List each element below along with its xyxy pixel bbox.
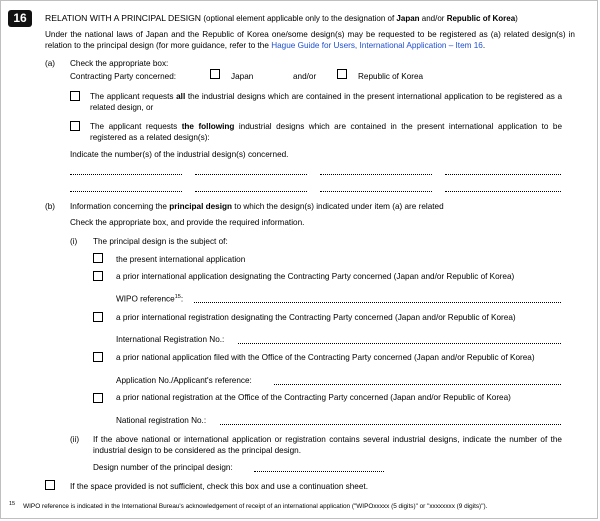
part-b-heading-bold: principal design: [169, 202, 233, 211]
national-registration-no-field[interactable]: [220, 423, 561, 425]
contracting-party-label: Contracting Party concerned:: [70, 72, 177, 81]
intl-registration-no-field[interactable]: [238, 342, 561, 344]
footnote: [9, 501, 487, 510]
design-number-field-6[interactable]: [195, 190, 307, 192]
wipo-reference-field[interactable]: [194, 301, 561, 303]
hague-guide-link[interactable]: Hague Guide for Users, International Application – Item 16: [271, 40, 483, 50]
section-number-badge: 16: [8, 10, 32, 27]
part-b-i-heading: The principal design is the subject of:: [93, 237, 228, 246]
prior-intl-registration-text: a prior international registration designating the Contracting Party concerned (Japan and/or Republic of Korea): [116, 313, 516, 322]
title-note-pre: (optional element applicable only to the designation of: [203, 14, 397, 23]
intro-text: Under the national laws of Japan and the Republic of Korea one/some design(s) may be requested to be registered as (a) related design(s) in relation to the principal design (for more guidance, refer to the: [45, 30, 575, 50]
present-application-checkbox[interactable]: [93, 253, 103, 263]
following-designs-pre: The applicant requests: [90, 122, 182, 131]
section-title: [45, 13, 518, 23]
following-designs-post: industrial designs which are contained in the present international application to be registered as a related design(s):: [90, 122, 563, 142]
japan-label: Japan: [231, 72, 254, 81]
all-designs-bold: all: [176, 92, 186, 101]
title-note-korea: Republic of Korea: [446, 14, 516, 23]
wipo-footnote-ref: 15: [174, 294, 181, 300]
prior-intl-registration-checkbox[interactable]: [93, 312, 103, 322]
wipo-reference-text: WIPO reference: [116, 294, 175, 304]
footnote-text: WIPO reference is indicated in the International Bureau's acknowledgement of receipt of an international application ("WIPOxxxxx (5 digits)" or "xxxxxxxx (9 digits)").: [23, 503, 488, 511]
part-a-marker: (a): [45, 59, 56, 68]
intro-paragraph: [45, 30, 575, 51]
continuation-sheet-checkbox[interactable]: [45, 480, 55, 490]
design-number-field-2[interactable]: [195, 173, 307, 175]
design-number-field-3[interactable]: [320, 173, 432, 175]
all-designs-checkbox[interactable]: [70, 91, 80, 101]
footnote-number: 15: [9, 501, 16, 507]
continuation-sheet-label: If the space provided is not sufficient, check this box and use a continuation sheet.: [70, 482, 368, 491]
andor-label: and/or: [293, 72, 317, 81]
part-b-check-instruction: Check the appropriate box, and provide the required information.: [70, 218, 305, 227]
wipo-reference-colon: :: [180, 294, 184, 304]
indicate-designs-label: Indicate the number(s) of the industrial design(s) concerned.: [70, 150, 289, 159]
following-designs-bold: the following: [181, 122, 235, 131]
part-a-heading: Check the appropriate box:: [70, 59, 169, 68]
applicant-reference-label: Application No./Applicant's reference:: [116, 376, 252, 385]
principal-design-number-label: Design number of the principal design:: [93, 463, 233, 472]
part-b-marker: (b): [45, 202, 56, 211]
section-title-main: RELATION WITH A PRINCIPAL DESIGN: [45, 13, 201, 23]
all-designs-pre: The applicant requests: [90, 92, 177, 101]
national-registration-no-label: National registration No.:: [116, 416, 207, 425]
prior-intl-application-checkbox[interactable]: [93, 271, 103, 281]
prior-national-registration-text: a prior national registration at the Office of the Contracting Party concerned (Japan and/or Republic of Korea): [116, 393, 511, 402]
intl-registration-no-label: International Registration No.:: [116, 335, 225, 344]
korea-checkbox[interactable]: [337, 69, 347, 79]
title-note-japan: Japan: [396, 14, 420, 23]
all-designs-post: the industrial designs which are contained in the present international application to be registered as a related design, or: [90, 92, 563, 112]
wipo-reference-label: [116, 294, 183, 304]
title-note-andor: and/or: [419, 14, 447, 23]
section-title-note: [203, 14, 517, 23]
prior-national-application-checkbox[interactable]: [93, 352, 103, 362]
principal-design-number-field[interactable]: [254, 470, 384, 472]
title-note-post: ): [515, 14, 518, 23]
applicant-reference-field[interactable]: [274, 383, 561, 385]
design-number-field-1[interactable]: [70, 173, 182, 175]
part-b-heading-post: to which the design(s) indicated under item (a) are related: [232, 202, 444, 211]
present-application-label: the present international application: [116, 255, 246, 264]
japan-checkbox[interactable]: [210, 69, 220, 79]
part-b-ii-marker: (ii): [70, 435, 80, 444]
intro-end: .: [482, 40, 486, 50]
all-designs-text: [90, 91, 562, 113]
design-number-field-7[interactable]: [320, 190, 432, 192]
prior-national-application-text: a prior national application filed with the Office of the Contracting Party concerned (Japan and/or Republic of Korea): [116, 353, 535, 362]
part-b-heading-pre: Information concerning the: [70, 202, 170, 211]
following-designs-text: [90, 121, 562, 143]
following-designs-checkbox[interactable]: [70, 121, 80, 131]
part-b-ii-text: If the above national or international application or registration contains several industrial designs, indicate the number of the industrial design to be considered as the principal design.: [93, 435, 562, 455]
part-b-i-marker: (i): [70, 237, 78, 246]
prior-intl-application-text: a prior international application designating the Contracting Party concerned (Japan and/or Republic of Korea): [116, 272, 515, 281]
korea-label: Republic of Korea: [358, 72, 424, 81]
design-number-field-8[interactable]: [445, 190, 561, 192]
part-b-heading: [70, 202, 444, 211]
design-number-field-4[interactable]: [445, 173, 561, 175]
prior-national-registration-checkbox[interactable]: [93, 393, 103, 403]
design-number-field-5[interactable]: [70, 190, 182, 192]
